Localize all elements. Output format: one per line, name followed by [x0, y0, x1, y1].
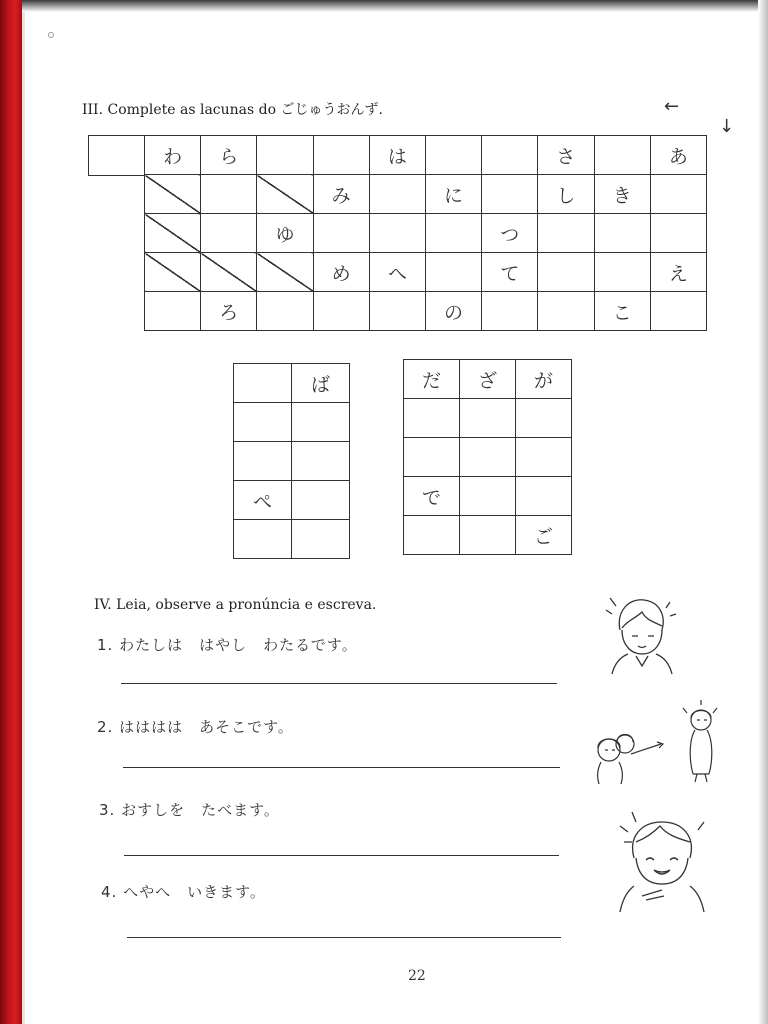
gojuon-row: [145, 136, 707, 175]
gojuon-row: [145, 175, 707, 214]
kana-cell: て: [482, 253, 538, 292]
kana-cell: [538, 292, 594, 331]
kana-cell: [313, 292, 369, 331]
kana-cell: め: [313, 253, 369, 292]
exercise-item-2: 2. はははは あそこです。: [97, 718, 294, 736]
ga-row: [404, 516, 572, 555]
kana-cell: [460, 516, 516, 555]
kana-cell: [516, 477, 572, 516]
ba-row: [234, 403, 350, 442]
kana-cell: [482, 136, 538, 175]
exercise-item-1: 1. わたしは はやし わたるです。: [97, 636, 358, 654]
kana-cell: [292, 442, 350, 481]
ga-row: [404, 399, 572, 438]
book-binding: [0, 0, 22, 1024]
kana-cell: [145, 214, 201, 253]
kana-cell: [369, 292, 425, 331]
boy-pointing-at-mother-illustration: [585, 700, 730, 785]
kana-cell: [234, 403, 292, 442]
kana-cell: ご: [516, 516, 572, 555]
kana-cell: こ: [594, 292, 650, 331]
person-eating-sushi-illustration: [612, 808, 712, 913]
scan-shadow-top: [22, 0, 762, 12]
kana-cell: へ: [369, 253, 425, 292]
kana-cell: [145, 253, 201, 292]
kana-cell: は: [369, 136, 425, 175]
answer-line[interactable]: [121, 683, 557, 684]
kana-cell: [234, 364, 292, 403]
kana-cell: [650, 175, 706, 214]
kana-cell: [650, 292, 706, 331]
grid-extra-cell: [88, 135, 145, 176]
kana-cell: き: [594, 175, 650, 214]
kana-cell: [145, 175, 201, 214]
kana-cell: に: [425, 175, 481, 214]
kana-cell: ぺ: [234, 481, 292, 520]
kana-cell: [538, 253, 594, 292]
kana-cell: の: [425, 292, 481, 331]
kana-cell: [460, 438, 516, 477]
kana-cell: ば: [292, 364, 350, 403]
answer-line[interactable]: [127, 937, 561, 938]
kana-cell: [201, 253, 257, 292]
kana-cell: [404, 438, 460, 477]
ga-table: [403, 359, 572, 555]
kana-cell: [594, 253, 650, 292]
kana-cell: [404, 399, 460, 438]
kana-cell: [369, 175, 425, 214]
kana-cell: ざ: [460, 360, 516, 399]
punch-mark: [48, 32, 54, 38]
gojuon-table: [144, 135, 707, 331]
kana-cell: [425, 136, 481, 175]
kana-cell: [313, 214, 369, 253]
kana-cell: [257, 136, 313, 175]
kana-cell: [234, 520, 292, 559]
kana-cell: み: [313, 175, 369, 214]
kana-cell: [201, 214, 257, 253]
kana-cell: [460, 477, 516, 516]
boy-introducing-illustration: [602, 590, 682, 675]
kana-cell: さ: [538, 136, 594, 175]
kana-cell: し: [538, 175, 594, 214]
kana-cell: [257, 253, 313, 292]
ba-row: [234, 442, 350, 481]
page-number: 22: [408, 968, 426, 984]
ba-table: [233, 363, 350, 559]
arrow-left-icon: ←: [664, 96, 680, 117]
kana-cell: [650, 214, 706, 253]
exercise-item-3: 3. おすしを たべます。: [99, 801, 280, 819]
gojuon-row: [145, 253, 707, 292]
kana-cell: [516, 399, 572, 438]
answer-line[interactable]: [124, 855, 559, 856]
kana-cell: ゆ: [257, 214, 313, 253]
kana-cell: [594, 136, 650, 175]
answer-line[interactable]: [123, 767, 560, 768]
kana-cell: だ: [404, 360, 460, 399]
kana-cell: [425, 214, 481, 253]
ga-row: [404, 360, 572, 399]
ga-row: [404, 438, 572, 477]
kana-cell: つ: [482, 214, 538, 253]
kana-cell: ら: [201, 136, 257, 175]
kana-cell: [460, 399, 516, 438]
section-4-title: IV. Leia, observe a pronúncia e escreva.: [94, 597, 377, 613]
exercise-item-4: 4. へやへ いきます。: [101, 883, 266, 901]
ba-row: [234, 520, 350, 559]
section-3-title: III. Complete as lacunas do ごじゅうおんず.: [82, 102, 383, 118]
gojuon-row: [145, 292, 707, 331]
kana-cell: わ: [145, 136, 201, 175]
ga-row: [404, 477, 572, 516]
kana-cell: [516, 438, 572, 477]
gojuon-row: [145, 214, 707, 253]
kana-cell: が: [516, 360, 572, 399]
kana-cell: [257, 292, 313, 331]
kana-cell: [369, 214, 425, 253]
kana-cell: [257, 175, 313, 214]
kana-cell: [594, 214, 650, 253]
arrow-down-icon: ↓: [719, 116, 735, 137]
kana-cell: [538, 214, 594, 253]
kana-cell: [425, 253, 481, 292]
kana-cell: で: [404, 477, 460, 516]
kana-cell: [482, 175, 538, 214]
ba-row: [234, 364, 350, 403]
kana-cell: [292, 481, 350, 520]
scan-shadow-right: [758, 0, 768, 1024]
kana-cell: [404, 516, 460, 555]
kana-cell: あ: [650, 136, 706, 175]
kana-cell: ろ: [201, 292, 257, 331]
ba-row: [234, 481, 350, 520]
kana-cell: [234, 442, 292, 481]
kana-cell: [201, 175, 257, 214]
kana-cell: え: [650, 253, 706, 292]
kana-cell: [145, 292, 201, 331]
kana-cell: [292, 403, 350, 442]
kana-cell: [482, 292, 538, 331]
kana-cell: [292, 520, 350, 559]
kana-cell: [313, 136, 369, 175]
